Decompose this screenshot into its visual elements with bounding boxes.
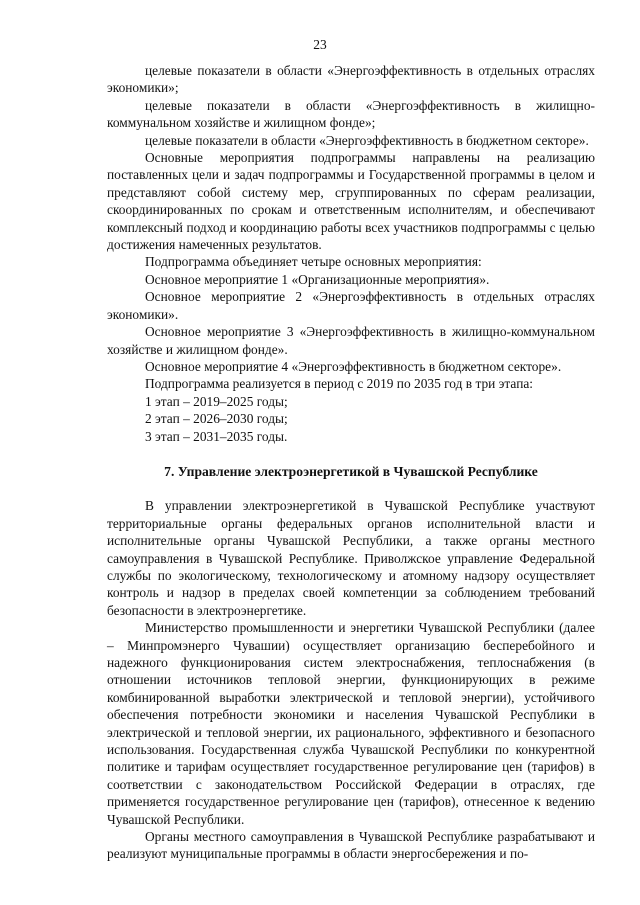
section-heading: 7. Управление электроэнергетикой в Чувашской Республике [164,463,538,479]
paragraph: Основные мероприятия подпрограммы направлены на реализацию поставленных цели и задач подпрограммы и Государственной программы в целом и представляют собой систему мер, сгруппированных по сферам реализации, скоординированных по срокам и ответственным исполнителям, и обеспечивают комплексный подход и координацию работы всех участников подпрограммы с целью достижения намеченных результатов. [107,150,595,253]
paragraph: целевые показатели в области «Энергоэффективность в жилищно-коммунальном хозяйстве и жилищном фонде»; [107,97,595,131]
paragraph: целевые показатели в области «Энергоэффективность в отдельных отраслях экономики»; [107,63,595,96]
paragraph: В управлении электроэнергетикой в Чувашской Республике участвуют территориальные органы федеральных органов исполнительной власти и исполнительные органы Чувашской Республики, а также органы местного самоуправления в Чувашской Республике. Приволжское управление Федеральной службы по экологическому, технологическому и атомному надзору осуществляет контроль и надзор в пределах своей компетенции за соблюдением требований безопасности в электроэнергетике. [107,498,595,618]
list-item: Основное мероприятие 2 «Энергоэффективность в отдельных отраслях экономики». [107,289,595,322]
list-item: 2 этап – 2026–2030 годы; [145,411,288,427]
page-number: 23 [313,37,327,52]
list-item: 3 этап – 2031–2035 годы. [145,428,288,444]
paragraph: Подпрограмма объединяет четыре основных мероприятия: [145,254,482,270]
list-item: 1 этап – 2019–2025 годы; [145,393,288,409]
paragraph: Подпрограмма реализуется в период с 2019 по 2035 год в три этапа: [145,376,534,392]
page-body [107,62,595,863]
list-item: Основное мероприятие 3 «Энергоэффективность в жилищно-коммунальном хозяйстве и жилищном фонде». [107,324,595,357]
list-item: Основное мероприятие 4 «Энергоэффективность в бюджетном секторе». [145,358,562,374]
list-item: Основное мероприятие 1 «Организационные мероприятия». [145,271,490,287]
paragraph: целевые показатели в области «Энергоэффективность в бюджетном секторе». [145,132,589,148]
paragraph: Министерство промышленности и энергетики Чувашской Республики (далее – Минпромэнерго Чувашии) осуществляет организацию бесперебойного и надежного функционирования систем электроснабжения, теплоснабжения (в отношении источников тепловой энергии, функционирующих в режиме комбинированной выработки электрической и тепловой энергии), устойчивого обеспечения потребности экономики и населения Чувашской Республики в электрической и тепловой энергии, их рационального, эффективного и безопасного использования. Государственная служба Чувашской Республики по конкурентной политике и тарифам осуществляет государственное регулирование цен (тарифов) в соответствии с законодательством Российской Федерации в отраслях, где применяется государственное регулирование цен (тарифов), отнесенное к ведению Чувашской Республики. [107,620,595,827]
paragraph: Органы местного самоуправления в Чувашской Республике разрабатывают и реализуют муниципальные программы в области энергосбережения и по- [107,829,595,862]
